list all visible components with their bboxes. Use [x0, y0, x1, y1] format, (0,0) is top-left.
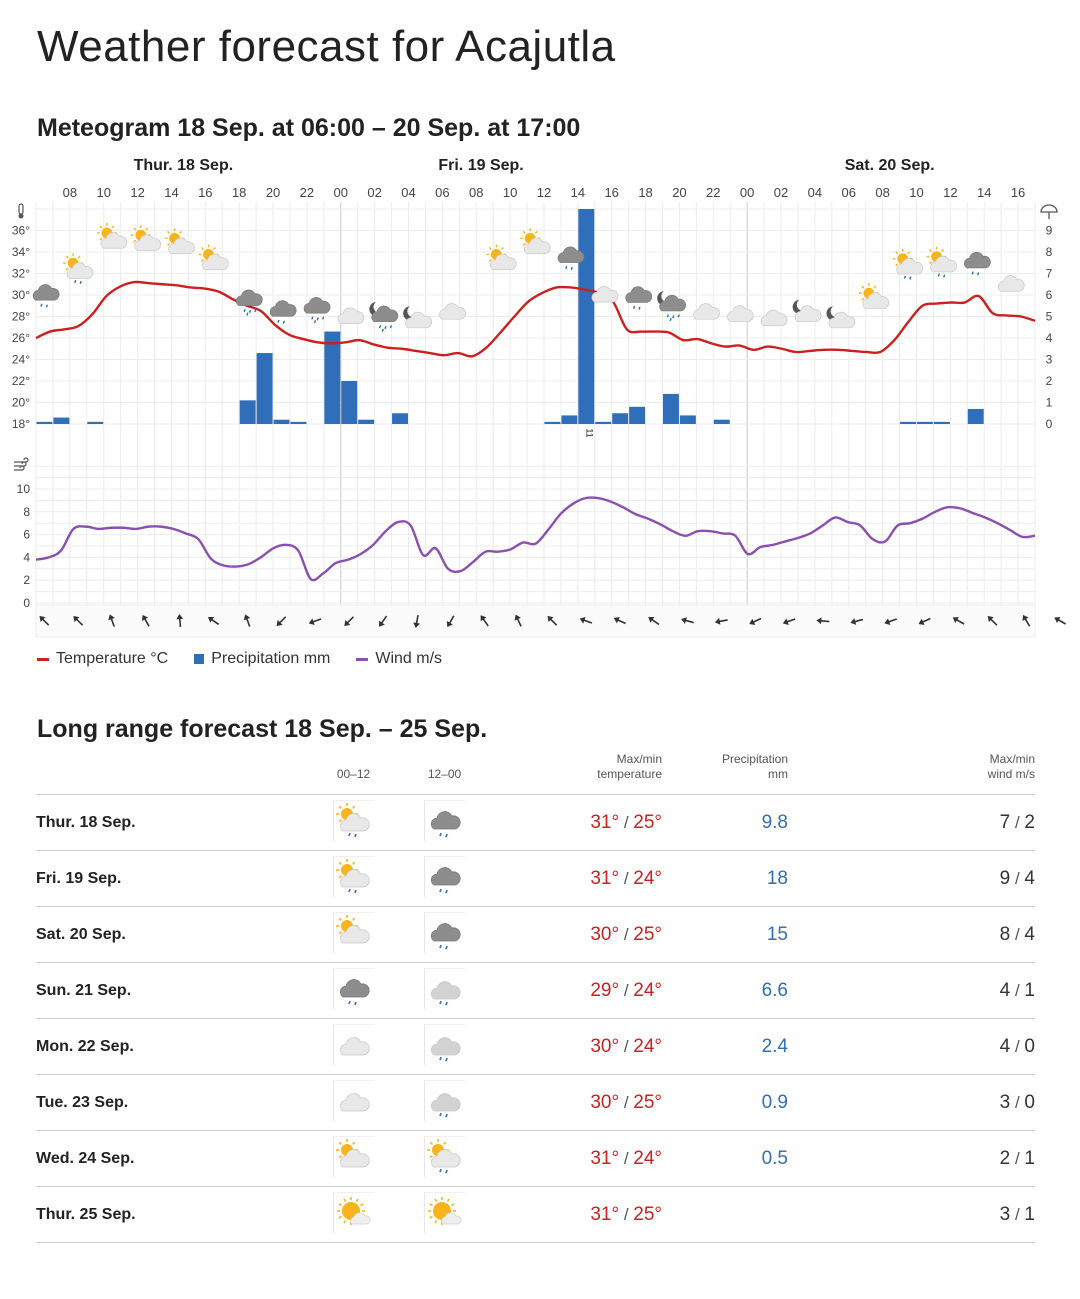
night-cloud-icon: [403, 306, 431, 328]
precip-bar: [274, 420, 290, 424]
precip-bar: [934, 422, 950, 424]
wind-axis-icon: [14, 458, 28, 470]
legend-precipitation[interactable]: [194, 650, 330, 668]
precip-bar: [392, 413, 408, 424]
sun-cloud-icon: [424, 1192, 465, 1233]
cloud-heavy-rain-icon: [236, 290, 262, 316]
hour-tick-label: 00: [739, 185, 755, 200]
day-label: Mon. 22 Sep.: [36, 1037, 134, 1055]
hour-tick-label: 22: [706, 185, 721, 200]
forecast-row[interactable]: [36, 795, 1035, 851]
max-temperature: 31°: [590, 1203, 620, 1225]
precipitation-cell: [662, 1019, 788, 1075]
wind-tick-label: 10: [16, 482, 30, 496]
precipitation-swatch: [194, 654, 204, 664]
precip-tick-label: 7: [1045, 266, 1053, 281]
forecast-row[interactable]: [36, 1019, 1035, 1075]
precip-bar: [257, 353, 273, 424]
min-wind: 0: [1024, 1091, 1035, 1113]
precip-bar: [324, 332, 340, 424]
legend-precipitation-label: Precipitation mm: [211, 650, 331, 667]
hour-tick-label: 08: [62, 185, 78, 200]
precipitation-value: 18: [766, 867, 788, 889]
hour-tick-label: 04: [401, 185, 416, 200]
day-label: Sat. 20 Sep.: [844, 157, 935, 174]
precip-bar: [341, 381, 357, 424]
day-label: Thur. 18 Sep.: [36, 813, 136, 831]
pm-symbol-cell: [399, 963, 490, 1019]
hour-tick-label: 14: [164, 185, 179, 200]
hour-tick-label: 06: [841, 185, 856, 200]
hour-tick-label: 22: [299, 185, 315, 200]
precip-bar: [37, 422, 53, 424]
wind-swatch: [356, 658, 368, 661]
hour-tick-label: 10: [502, 185, 518, 200]
meteogram-chart: [0, 150, 1080, 645]
pm-symbol-cell: [399, 851, 490, 907]
cloud-rain-light-icon: [424, 1024, 465, 1065]
precip-tick-label: 2: [1045, 374, 1053, 388]
partly-cloudy-icon: [486, 245, 516, 270]
long-range-header-row: [36, 752, 1035, 795]
pm-symbol-cell: [399, 1075, 490, 1131]
day-label: Wed. 24 Sep.: [36, 1149, 135, 1167]
temp-tick-label: 22°: [11, 374, 30, 388]
precip-bar: [917, 422, 933, 424]
hour-tick-label: 18: [231, 185, 247, 200]
precipitation-cell: [662, 795, 788, 851]
wind-cell: 3 / 1: [999, 1203, 1035, 1225]
page-title: Weather forecast for Acajutla: [37, 22, 616, 71]
cloud-rain-icon: [33, 285, 59, 308]
hour-tick-label: 16: [1010, 185, 1026, 200]
hour-tick-label: 12: [536, 185, 552, 200]
max-temperature: 30°: [590, 923, 620, 945]
legend-temperature-label: Temperature °C: [56, 650, 169, 667]
long-range-table: [36, 752, 1035, 1243]
cloud-icon: [440, 304, 466, 320]
precipitation-cell: [662, 851, 788, 907]
day-label: Sun. 21 Sep.: [36, 981, 132, 999]
day-cell: [36, 963, 308, 1019]
precip-tick-label: 3: [1045, 352, 1053, 367]
precipitation-cell: [662, 1075, 788, 1131]
day-label: Sat. 20 Sep.: [36, 925, 126, 943]
hour-tick-label: 20: [672, 185, 687, 200]
precip-tick-label: 0: [1045, 417, 1053, 431]
precip-bar: [900, 422, 916, 424]
hour-tick-label: 20: [265, 185, 281, 200]
partly-cloudy-icon: [859, 283, 889, 308]
day-cell: [36, 1131, 308, 1187]
precip-bar: [87, 422, 103, 424]
max-wind: 4: [999, 979, 1011, 1001]
wind-cell: 9 / 4: [999, 867, 1035, 889]
partly-cloudy-rain-icon: [424, 1136, 465, 1177]
pm-symbol-cell: [399, 1019, 490, 1075]
partly-cloudy-icon: [520, 228, 550, 253]
wind-arrow-icon: [1053, 614, 1068, 627]
header-am: 00–12: [336, 767, 371, 781]
am-symbol-cell: [308, 963, 399, 1019]
cloud-rain-icon: [424, 912, 465, 953]
temp-tick-label: 20°: [11, 395, 30, 410]
cloud-icon: [338, 308, 364, 324]
wind-cell: 4 / 1: [999, 979, 1035, 1001]
min-temperature: 24°: [633, 1147, 662, 1169]
hour-tick-label: 08: [469, 185, 484, 200]
thermometer-icon: [19, 204, 24, 219]
wind-line: [36, 498, 1035, 581]
temperature-cell: 31° / 24°: [590, 867, 662, 889]
precip-bar: [561, 415, 577, 424]
day-label: Thur. 25 Sep.: [36, 1205, 136, 1223]
pm-symbol-cell: [399, 795, 490, 851]
temperature-cell: 31° / 25°: [590, 1203, 662, 1225]
legend-wind-label: Wind m/s: [375, 650, 443, 667]
wind-tick-label: 4: [23, 550, 30, 565]
partly-cloudy-rain-icon: [333, 856, 374, 897]
partly-cloudy-icon: [333, 912, 374, 953]
partly-cloudy-rain-icon: [927, 247, 957, 278]
min-temperature: 24°: [633, 867, 662, 889]
partly-cloudy-rain-icon: [63, 253, 93, 284]
hour-tick-label: 14: [570, 185, 586, 200]
precipitation-value: 9.8: [761, 811, 788, 833]
precipitation-value: 0.9: [761, 1091, 788, 1113]
am-symbol-cell: [308, 1131, 399, 1187]
cloud-rain-icon: [964, 252, 990, 275]
min-temperature: 25°: [633, 1091, 662, 1113]
min-wind: 4: [1024, 923, 1035, 945]
hour-tick-label: 02: [367, 185, 382, 200]
partly-cloudy-rain-icon: [333, 800, 374, 841]
precip-bar: [629, 407, 645, 424]
precipitation-cell: [662, 907, 788, 963]
cloud-heavy-rain-icon: [304, 297, 330, 323]
night-cloud-icon: [827, 306, 855, 328]
precip-tick-label: 4: [1045, 331, 1053, 345]
precipitation-cell: [662, 1131, 788, 1187]
cloud-icon: [998, 276, 1024, 292]
header-precipitation: Precipitation mm: [721, 752, 788, 781]
temperature-cell: 29° / 24°: [590, 979, 662, 1001]
precip-bar: [595, 422, 611, 424]
meteogram-title: Meteogram 18 Sep. at 06:00 – 20 Sep. at 17:00: [37, 114, 581, 142]
wind-cell: 4 / 0: [999, 1035, 1035, 1057]
min-wind: 1: [1024, 979, 1035, 1001]
precip-bar: [578, 209, 594, 424]
min-wind: 1: [1024, 1147, 1035, 1169]
day-cell: [36, 851, 308, 907]
day-label: Thur. 18 Sep.: [133, 157, 234, 174]
min-temperature: 25°: [633, 1203, 662, 1225]
precip-bar: [680, 415, 696, 424]
max-temperature: 31°: [590, 867, 620, 889]
hour-tick-label: 14: [976, 185, 992, 200]
max-temperature: 30°: [590, 1035, 620, 1057]
max-wind: 7: [999, 811, 1011, 833]
precip-bar: [290, 422, 306, 424]
forecast-row[interactable]: [36, 1187, 1035, 1243]
night-cloud-icon: [793, 300, 821, 322]
am-symbol-cell: [308, 1075, 399, 1131]
umbrella-icon: [1041, 205, 1057, 219]
header-temperature: Max/min temperature: [597, 752, 662, 781]
max-wind: 2: [999, 1147, 1011, 1169]
wind-tick-label: 2: [23, 573, 30, 588]
temp-tick-label: 30°: [11, 288, 30, 302]
pm-symbol-cell: [399, 1187, 490, 1243]
precip-max-label: 11: [584, 428, 595, 438]
cloud-rain-icon: [270, 301, 296, 324]
precip-bar: [968, 409, 984, 424]
forecast-row[interactable]: [36, 1131, 1035, 1187]
wind-cell: 3 / 0: [999, 1091, 1035, 1113]
partly-cloudy-icon: [165, 228, 195, 253]
hour-tick-label: 18: [638, 185, 653, 200]
cloud-rain-icon: [424, 800, 465, 841]
day-label: Fri. 19 Sep.: [438, 157, 524, 174]
min-temperature: 24°: [633, 979, 662, 1001]
hour-tick-label: 06: [435, 185, 450, 200]
partly-cloudy-icon: [199, 245, 229, 270]
partly-cloudy-rain-icon: [893, 249, 923, 280]
wind-tick-label: 0: [23, 596, 30, 610]
max-wind: 3: [999, 1091, 1011, 1113]
hour-tick-label: 16: [604, 185, 619, 200]
temperature-swatch: [37, 658, 49, 661]
min-temperature: 25°: [633, 811, 662, 833]
max-temperature: 31°: [590, 1147, 620, 1169]
precip-bar: [612, 413, 628, 424]
day-label: Tue. 23 Sep.: [36, 1093, 129, 1111]
max-wind: 9: [999, 867, 1011, 889]
precip-bar: [663, 394, 679, 424]
precip-tick-label: 5: [1045, 309, 1053, 324]
hour-tick-label: 12: [130, 185, 145, 200]
forecast-row[interactable]: [36, 851, 1035, 907]
temperature-line: [36, 282, 1035, 356]
sun-cloud-icon: [333, 1192, 374, 1233]
temperature-cell: 30° / 25°: [590, 1091, 662, 1113]
pm-symbol-cell: [399, 1131, 490, 1187]
hour-tick-label: 10: [96, 185, 111, 200]
header-wind: Max/min wind m/s: [987, 752, 1035, 781]
header-pm: 12–00: [427, 767, 462, 781]
day-cell: [36, 907, 308, 963]
precipitation-value: 0.5: [761, 1147, 788, 1169]
temp-tick-label: 18°: [11, 417, 30, 431]
temperature-cell: 30° / 24°: [590, 1035, 662, 1057]
precipitation-value: 2.4: [761, 1035, 788, 1057]
cloud-icon: [693, 304, 719, 320]
day-cell: [36, 1019, 308, 1075]
min-temperature: 24°: [633, 1035, 662, 1057]
cloud-rain-light-icon: [424, 968, 465, 1009]
min-wind: 2: [1024, 811, 1035, 833]
wind-tick-label: 8: [23, 504, 30, 519]
wind-cell: 2 / 1: [999, 1147, 1035, 1169]
temperature-cell: 30° / 25°: [590, 923, 662, 945]
cloud-icon: [761, 310, 787, 326]
cloud-icon: [727, 306, 753, 322]
precip-bar: [240, 400, 256, 424]
day-cell: [36, 795, 308, 851]
partly-cloudy-icon: [333, 1136, 374, 1177]
precipitation-value: 15: [766, 923, 788, 945]
temp-tick-label: 32°: [11, 266, 30, 281]
temp-tick-label: 28°: [11, 309, 30, 324]
min-wind: 0: [1024, 1035, 1035, 1057]
min-wind: 4: [1024, 867, 1035, 889]
partly-cloudy-icon: [131, 225, 161, 250]
partly-cloudy-icon: [97, 223, 127, 248]
cloud-rain-icon: [626, 287, 652, 310]
day-label: Fri. 19 Sep.: [36, 869, 122, 887]
am-symbol-cell: [308, 851, 399, 907]
temperature-cell: 31° / 25°: [590, 811, 662, 833]
precip-tick-label: 1: [1045, 395, 1053, 410]
cloud-rain-light-icon: [424, 1080, 465, 1121]
am-symbol-cell: [308, 907, 399, 963]
am-symbol-cell: [308, 795, 399, 851]
temperature-cell: 31° / 24°: [590, 1147, 662, 1169]
max-temperature: 31°: [590, 811, 620, 833]
max-wind: 8: [999, 923, 1011, 945]
wind-cell: 8 / 4: [999, 923, 1035, 945]
night-cloud-rain-icon: [369, 302, 397, 332]
precip-bar: [544, 422, 560, 424]
cloud-icon: [333, 1024, 374, 1065]
legend-temperature[interactable]: [37, 650, 168, 668]
am-symbol-cell: [308, 1019, 399, 1075]
cloud-icon: [333, 1080, 374, 1121]
min-wind: 1: [1024, 1203, 1035, 1225]
cloud-rain-icon: [333, 968, 374, 1009]
forecast-row[interactable]: [36, 907, 1035, 963]
temp-tick-label: 26°: [11, 331, 30, 345]
hour-tick-label: 00: [333, 185, 349, 200]
max-wind: 3: [999, 1203, 1011, 1225]
chart-legend: [37, 650, 442, 668]
wind-cell: 7 / 2: [999, 811, 1035, 833]
day-cell: [36, 1187, 308, 1243]
cloud-icon: [592, 286, 618, 302]
max-wind: 4: [999, 1035, 1011, 1057]
precip-tick-label: 6: [1045, 288, 1053, 302]
forecast-row[interactable]: [36, 1075, 1035, 1131]
hour-tick-label: 02: [773, 185, 789, 200]
wind-tick-label: 6: [23, 527, 30, 542]
max-temperature: 29°: [590, 979, 620, 1001]
precip-bar: [53, 418, 69, 424]
forecast-row[interactable]: [36, 963, 1035, 1019]
hour-tick-label: 16: [198, 185, 213, 200]
precip-tick-label: 9: [1045, 223, 1053, 238]
max-temperature: 30°: [590, 1091, 620, 1113]
temp-tick-label: 34°: [11, 245, 30, 259]
precip-bar: [358, 420, 374, 424]
hour-tick-label: 10: [909, 185, 924, 200]
precip-tick-label: 8: [1045, 245, 1053, 259]
precip-bar: [714, 420, 730, 424]
pm-symbol-cell: [399, 907, 490, 963]
hour-tick-label: 08: [875, 185, 890, 200]
min-temperature: 25°: [633, 923, 662, 945]
wind-direction-band: [36, 605, 1035, 637]
hour-tick-label: 12: [943, 185, 958, 200]
long-range-title: Long range forecast 18 Sep. – 25 Sep.: [37, 715, 488, 743]
precipitation-cell: [662, 963, 788, 1019]
temp-tick-label: 24°: [11, 352, 30, 367]
day-cell: [36, 1075, 308, 1131]
temp-tick-label: 36°: [11, 223, 30, 238]
precipitation-cell: [662, 1187, 788, 1243]
cloud-rain-icon: [424, 856, 465, 897]
hour-tick-label: 04: [807, 185, 823, 200]
precipitation-value: 6.6: [761, 979, 788, 1001]
am-symbol-cell: [308, 1187, 399, 1243]
header-day: [36, 752, 308, 795]
legend-wind[interactable]: [356, 650, 442, 668]
